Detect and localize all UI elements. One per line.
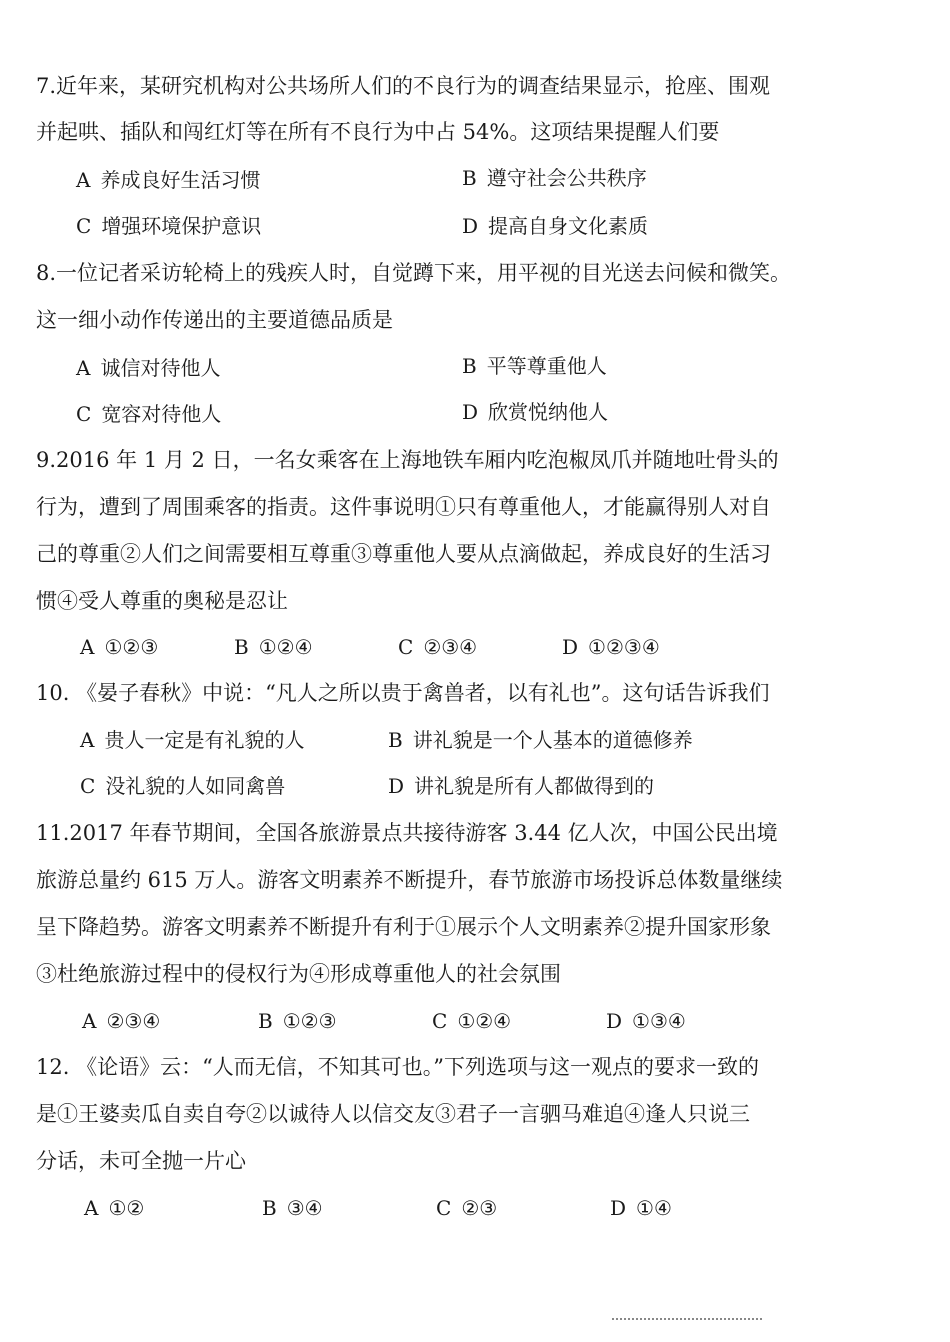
q7-option-a: A 养成良好生活习惯	[76, 168, 261, 192]
q9-line-2: 行为，遭到了周围乘客的指责。这件事说明①只有尊重他人，才能赢得别人对自	[36, 495, 771, 519]
q11-option-b: B ①②③	[258, 1009, 337, 1033]
q11-line-2: 旅游总量约 615 万人。游客文明素养不断提升，春节旅游市场投诉总体数量继续	[36, 868, 783, 892]
q7-line-2: 并起哄、插队和闯红灯等在所有不良行为中占 54%。这项结果提醒人们要	[36, 120, 720, 144]
q9-line-4: 惯④受人尊重的奥秘是忍让	[36, 589, 288, 613]
q9-option-b: B ①②④	[234, 635, 313, 659]
q12-line-1: 12. 《论语》云：“人而无信，不知其可也。”下列选项与这一观点的要求一致的	[36, 1055, 760, 1079]
q12-option-a: A ①②	[84, 1196, 145, 1220]
q11-line-3: 呈下降趋势。游客文明素养不断提升有利于①展示个人文明素养②提升国家形象	[36, 915, 771, 939]
q10-line-1: 10. 《晏子春秋》中说：“凡人之所以贵于禽兽者，以有礼也”。这句话告诉我们	[36, 681, 770, 705]
q11-option-a: A ②③④	[82, 1009, 161, 1033]
q7-option-d: D 提高自身文化素质	[462, 214, 649, 238]
footer-divider	[612, 1318, 762, 1320]
q8-option-b: B 平等尊重他人	[462, 354, 607, 378]
q11-line-1: 11.2017 年春节期间，全国各旅游景点共接待游客 3.44 亿人次，中国公民出境	[36, 821, 778, 845]
q9-line-1: 9.2016 年 1 月 2 日，一名女乘客在上海地铁车厢内吃泡椒凤爪并随地吐骨头的	[36, 448, 779, 472]
q11-option-d: D ①③④	[606, 1009, 686, 1033]
q8-line-2: 这一细小动作传递出的主要道德品质是	[36, 308, 393, 332]
q9-line-3: 己的尊重②人们之间需要相互尊重③尊重他人要从点滴做起，养成良好的生活习	[36, 542, 771, 566]
q7-option-c: C 增强环境保护意识	[76, 214, 262, 238]
q9-option-c: C ②③④	[398, 635, 478, 659]
q12-line-3: 分话，未可全抛一片心	[36, 1149, 246, 1173]
q7-option-b: B 遵守社会公共秩序	[462, 166, 647, 190]
q8-option-c: C 宽容对待他人	[76, 402, 222, 426]
q12-line-2: 是①王婆卖瓜自卖自夸②以诚待人以信交友③君子一言驷马难追④逢人只说三	[36, 1102, 750, 1126]
q10-option-b: B 讲礼貌是一个人基本的道德修养	[388, 728, 693, 752]
q7-line-1: 7.近年来，某研究机构对公共场所人们的不良行为的调查结果显示，抢座、围观	[36, 74, 771, 98]
q8-option-d: D 欣赏悦纳他人	[462, 400, 609, 424]
q9-option-a: A ①②③	[80, 635, 159, 659]
q10-option-a: A 贵人一定是有礼貌的人	[80, 728, 305, 752]
q10-option-d: D 讲礼貌是所有人都做得到的	[388, 774, 655, 798]
q12-option-b: B ③④	[262, 1196, 323, 1220]
q11-option-c: C ①②④	[432, 1009, 512, 1033]
q9-option-d: D ①②③④	[562, 635, 660, 659]
q12-option-d: D ①④	[610, 1196, 672, 1220]
q10-option-c: C 没礼貌的人如同禽兽	[80, 774, 286, 798]
q11-line-4: ③杜绝旅游过程中的侵权行为④形成尊重他人的社会氛围	[36, 962, 561, 986]
q8-line-1: 8.一位记者采访轮椅上的残疾人时，自觉蹲下来，用平视的目光送去问候和微笑。	[36, 261, 792, 285]
q12-option-c: C ②③	[436, 1196, 498, 1220]
q8-option-a: A 诚信对待他人	[76, 356, 221, 380]
